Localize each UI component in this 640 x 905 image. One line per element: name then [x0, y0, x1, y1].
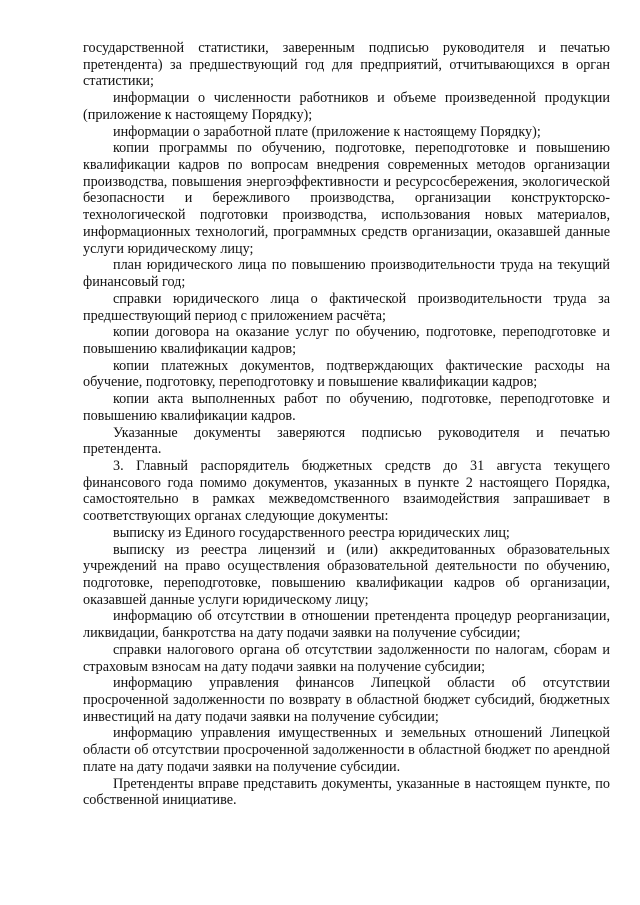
paragraph-certification-note: Указанные документы заверяются подписью руководителя и печатью претендента. [83, 424, 610, 458]
paragraph-salary-info: информации о заработной плате (приложение к настоящему Порядку); [113, 123, 541, 140]
paragraph-section-3: 3. Главный распорядитель бюджетных средств до 31 августа текущего финансового года помимо документов, указанных в пункте 2 настоящего Порядка, самостоятельно в рамках межведомственного взаимодействия запрашивает в соответствующих органах следующие документы: [83, 457, 610, 525]
paragraph-property-department-info: информацию управления имущественных и земельных отношений Липецкой области об отсутствии просроченной задолженности в областной бюджет по арендной плате на дату подачи заявки на получение субсидии. [83, 725, 610, 775]
paragraph-training-program: копии программы по обучению, подготовке, переподготовке и повышению квалификации кадров по вопросам внедрения современных методов организации производства, повышения энергоэффективности и ресурсосбережения, экологической безопасности и бережливого производства, организации конструкторско-технологической подготовки производства, использования новых материалов, информационных технологий, программных средств организации, оказавшей данные услуги юридическому лицу; [83, 140, 610, 257]
paragraph-productivity-plan: план юридического лица по повышению производительности труда на текущий финансовый год; [83, 257, 610, 291]
paragraph-finance-department-info: информацию управления финансов Липецкой области об отсутствии просроченной задолженности по возврату в областной бюджет субсидий, бюджетных инвестиций на дату подачи заявки на получение субсидии; [83, 675, 610, 725]
paragraph-acceptance-act: копии акта выполненных работ по обучению, подготовке, переподготовке и повышению квалификации кадров. [83, 391, 610, 424]
paragraph-contract-copy: копии договора на оказание услуг по обучению, подготовке, переподготовке и повышению квалификации кадров; [83, 324, 610, 357]
paragraph-applicant-initiative: Претенденты вправе представить документы, указанные в настоящем пункте, по собственной инициативе. [83, 775, 610, 809]
paragraph-productivity-certificate: справки юридического лица о фактической производительности труда за предшествующий период с приложением расчёта; [83, 290, 610, 324]
paragraph-registry-extract: выписку из Единого государственного реестра юридических лиц; [113, 524, 510, 541]
paragraph-reorganization-info: информацию об отсутствии в отношении претендента процедур реорганизации, ликвидации, банкротства на дату подачи заявки на получение субсидии; [83, 608, 610, 642]
paragraph-continuation: государственной статистики, заверенным подписью руководителя и печатью претендента) за предшествующий год для предприятий, отчитывающихся в орган статистики; [83, 40, 610, 90]
paragraph-payment-documents: копии платежных документов, подтверждающих фактические расходы на обучение, подготовку, переподготовку и повышение квалификации кадров; [83, 357, 610, 391]
paragraph-license-extract: выписку из реестра лицензий и (или) аккредитованных образовательных учреждений на право осуществления образовательной деятельности по обучению, подготовке, переподготовке, повышению квалификации кадров об организации, оказавшей данные услуги юридическому лицу; [83, 541, 610, 608]
paragraph-employee-info: информации о численности работников и объеме произведенной продукции (приложение к настоящему Порядку); [83, 90, 610, 123]
document-body [83, 40, 610, 809]
paragraph-tax-certificate: справки налогового органа об отсутствии задолженности по налогам, сборам и страховым взносам на дату подачи заявки на получение субсидии; [83, 641, 610, 675]
